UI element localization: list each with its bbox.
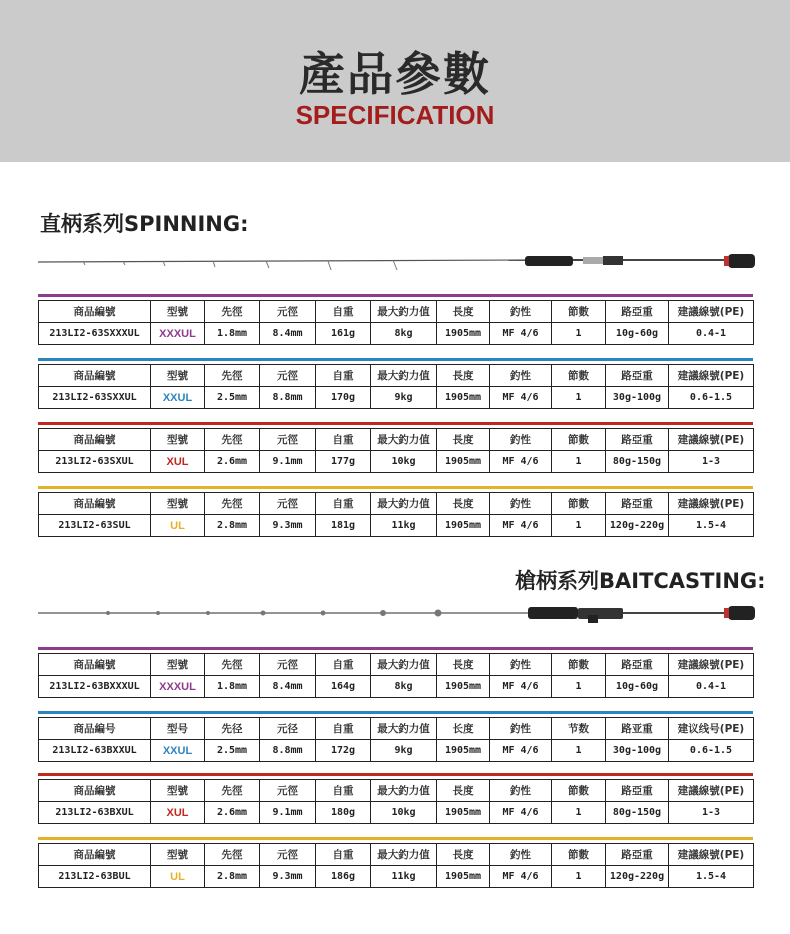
header-banner — [0, 0, 790, 162]
col-header: 最大釣力值 — [371, 718, 437, 740]
model-cell: XUL — [151, 802, 205, 824]
col-header: 建議線號(PE) — [669, 429, 754, 451]
col-header: 釣性 — [490, 780, 552, 802]
table-cell: 213LI2-63SXXXUL — [39, 323, 151, 345]
table-cell: 1.8mm — [205, 676, 260, 698]
col-header: 節數 — [552, 780, 606, 802]
col-header: 建議線號(PE) — [669, 301, 754, 323]
table-cell: 1 — [552, 676, 606, 698]
table-cell: 120g-220g — [606, 515, 669, 537]
table-cell: 181g — [316, 515, 371, 537]
col-header: 元徑 — [260, 301, 316, 323]
col-header: 先徑 — [205, 365, 260, 387]
col-header: 節數 — [552, 429, 606, 451]
col-header: 元徑 — [260, 654, 316, 676]
table-cell: 177g — [316, 451, 371, 473]
col-header: 最大釣力值 — [371, 301, 437, 323]
table-cell: 8.8mm — [260, 387, 316, 409]
table-cell: 9.1mm — [260, 451, 316, 473]
col-header: 自重 — [316, 365, 371, 387]
table-cell: 213LI2-63BUL — [39, 866, 151, 888]
col-header: 最大釣力值 — [371, 429, 437, 451]
col-header: 長度 — [437, 301, 490, 323]
table-cell: 213LI2-63SUL — [39, 515, 151, 537]
table-cell: 1.5-4 — [669, 515, 754, 537]
table-cell: 9.1mm — [260, 802, 316, 824]
col-header: 長度 — [437, 365, 490, 387]
col-header: 型號 — [151, 844, 205, 866]
table-cell: MF 4/6 — [490, 676, 552, 698]
col-header: 先徑 — [205, 301, 260, 323]
table-cell: 8.4mm — [260, 323, 316, 345]
model-cell: UL — [151, 866, 205, 888]
table-cell: 10g-60g — [606, 323, 669, 345]
table-cell: 30g-100g — [606, 387, 669, 409]
table-cell: 172g — [316, 740, 371, 762]
table-cell: 9kg — [371, 387, 437, 409]
table-cell: 9.3mm — [260, 866, 316, 888]
table-header-row — [39, 780, 754, 802]
table-cell: 0.4-1 — [669, 323, 754, 345]
color-bar-yellow — [38, 486, 753, 489]
table-cell: 1 — [552, 866, 606, 888]
col-header: 自重 — [316, 844, 371, 866]
table-row — [39, 676, 754, 698]
col-header: 先徑 — [205, 844, 260, 866]
table-cell: 1905mm — [437, 802, 490, 824]
col-header: 建議線號(PE) — [669, 493, 754, 515]
table-cell: 1.8mm — [205, 323, 260, 345]
col-header: 路亚重 — [606, 718, 669, 740]
table-cell: MF 4/6 — [490, 515, 552, 537]
col-header: 最大釣力值 — [371, 844, 437, 866]
col-header: 自重 — [316, 780, 371, 802]
col-header: 釣性 — [490, 429, 552, 451]
col-header: 元徑 — [260, 780, 316, 802]
spec-table-spinning-xxul — [38, 358, 753, 409]
col-header: 長度 — [437, 844, 490, 866]
table-cell: MF 4/6 — [490, 451, 552, 473]
table-row — [39, 866, 754, 888]
col-header: 商品編號 — [39, 780, 151, 802]
color-bar-red — [38, 773, 753, 776]
spec-table-spinning-ul — [38, 486, 753, 537]
table-header-row — [39, 654, 754, 676]
col-header: 型号 — [151, 718, 205, 740]
table-cell: 10g-60g — [606, 676, 669, 698]
table-row — [39, 451, 754, 473]
col-header: 自重 — [316, 718, 371, 740]
col-header: 釣性 — [490, 301, 552, 323]
table-cell: 2.5mm — [205, 740, 260, 762]
table-cell: 10kg — [371, 802, 437, 824]
col-header: 路亞重 — [606, 429, 669, 451]
col-header: 自重 — [316, 301, 371, 323]
col-header: 建議線號(PE) — [669, 654, 754, 676]
col-header: 節數 — [552, 844, 606, 866]
table-cell: 164g — [316, 676, 371, 698]
col-header: 路亞重 — [606, 844, 669, 866]
col-header: 先徑 — [205, 654, 260, 676]
col-header: 最大釣力值 — [371, 654, 437, 676]
col-header: 釣性 — [490, 365, 552, 387]
table-cell: 1-3 — [669, 802, 754, 824]
color-bar-purple — [38, 294, 753, 297]
col-header: 自重 — [316, 654, 371, 676]
baitcasting-rod-image — [38, 601, 756, 627]
table-cell: 8kg — [371, 676, 437, 698]
table-cell: 1905mm — [437, 387, 490, 409]
section-title-spinning: 直柄系列SPINNING: — [40, 212, 249, 236]
color-bar-blue — [38, 358, 753, 361]
col-header: 節數 — [552, 365, 606, 387]
col-header: 商品編號 — [39, 301, 151, 323]
table-row — [39, 323, 754, 345]
model-cell: UL — [151, 515, 205, 537]
col-header: 型號 — [151, 365, 205, 387]
table-cell: 80g-150g — [606, 802, 669, 824]
col-header: 路亞重 — [606, 301, 669, 323]
model-cell: XXUL — [151, 387, 205, 409]
col-header: 元徑 — [260, 365, 316, 387]
table-cell: 80g-150g — [606, 451, 669, 473]
col-header: 最大釣力值 — [371, 365, 437, 387]
table-cell: 2.8mm — [205, 866, 260, 888]
col-header: 建議線號(PE) — [669, 365, 754, 387]
table-cell: 8.4mm — [260, 676, 316, 698]
table-cell: 161g — [316, 323, 371, 345]
col-header: 路亞重 — [606, 493, 669, 515]
table-cell: 1905mm — [437, 866, 490, 888]
col-header: 节数 — [552, 718, 606, 740]
col-header: 自重 — [316, 429, 371, 451]
col-header: 釣性 — [490, 493, 552, 515]
table-cell: 8.8mm — [260, 740, 316, 762]
table-row — [39, 802, 754, 824]
col-header: 型號 — [151, 493, 205, 515]
table-cell: 10kg — [371, 451, 437, 473]
table-row — [39, 387, 754, 409]
table-cell: MF 4/6 — [490, 323, 552, 345]
table-cell: 1 — [552, 740, 606, 762]
table-cell: 11kg — [371, 866, 437, 888]
table-cell: 1 — [552, 387, 606, 409]
table-cell: 2.5mm — [205, 387, 260, 409]
color-bar-red — [38, 422, 753, 425]
spec-table-spinning-xul — [38, 422, 753, 473]
col-header: 節數 — [552, 301, 606, 323]
col-header: 節數 — [552, 493, 606, 515]
col-header: 长度 — [437, 718, 490, 740]
section-title-baitcasting: 槍柄系列BAITCASTING: — [515, 569, 766, 593]
col-header: 路亞重 — [606, 654, 669, 676]
table-header-row — [39, 493, 754, 515]
col-header: 路亞重 — [606, 365, 669, 387]
col-header: 先徑 — [205, 493, 260, 515]
table-cell: 1905mm — [437, 323, 490, 345]
table-cell: 1 — [552, 323, 606, 345]
color-bar-blue — [38, 711, 753, 714]
col-header: 節數 — [552, 654, 606, 676]
spec-table-baitcasting-xxul — [38, 711, 753, 762]
col-header: 建议线号(PE) — [669, 718, 754, 740]
table-cell: 1905mm — [437, 515, 490, 537]
table-header-row — [39, 844, 754, 866]
table-cell: 213LI2-63BXXUL — [39, 740, 151, 762]
table-cell: 1 — [552, 802, 606, 824]
col-header: 長度 — [437, 780, 490, 802]
col-header: 元徑 — [260, 493, 316, 515]
col-header: 商品編號 — [39, 844, 151, 866]
table-cell: MF 4/6 — [490, 740, 552, 762]
table-cell: 9.3mm — [260, 515, 316, 537]
table-cell: 0.6-1.5 — [669, 740, 754, 762]
table-cell: 1905mm — [437, 676, 490, 698]
spinning-rod-image — [38, 249, 756, 275]
spec-table-spinning-xxxul — [38, 294, 753, 345]
col-header: 型號 — [151, 780, 205, 802]
color-bar-yellow — [38, 837, 753, 840]
col-header: 商品編號 — [39, 493, 151, 515]
spec-table-baitcasting-xul — [38, 773, 753, 824]
col-header: 釣性 — [490, 654, 552, 676]
table-cell: 1.5-4 — [669, 866, 754, 888]
table-cell: 170g — [316, 387, 371, 409]
col-header: 商品編號 — [39, 365, 151, 387]
table-cell: 213LI2-63SXXUL — [39, 387, 151, 409]
table-cell: 213LI2-63BXUL — [39, 802, 151, 824]
col-header: 先径 — [205, 718, 260, 740]
table-cell: 120g-220g — [606, 866, 669, 888]
col-header: 元徑 — [260, 429, 316, 451]
table-cell: MF 4/6 — [490, 387, 552, 409]
col-header: 建議線號(PE) — [669, 844, 754, 866]
table-cell: 11kg — [371, 515, 437, 537]
table-header-row — [39, 301, 754, 323]
table-row — [39, 515, 754, 537]
table-cell: 2.6mm — [205, 451, 260, 473]
table-cell: MF 4/6 — [490, 866, 552, 888]
table-cell: 30g-100g — [606, 740, 669, 762]
col-header: 先徑 — [205, 429, 260, 451]
color-bar-purple — [38, 647, 753, 650]
table-cell: 213LI2-63SXUL — [39, 451, 151, 473]
col-header: 元徑 — [260, 844, 316, 866]
col-header: 長度 — [437, 654, 490, 676]
table-cell: 0.6-1.5 — [669, 387, 754, 409]
table-cell: 9kg — [371, 740, 437, 762]
model-cell: XXUL — [151, 740, 205, 762]
col-header: 建議線號(PE) — [669, 780, 754, 802]
col-header: 路亞重 — [606, 780, 669, 802]
col-header: 長度 — [437, 429, 490, 451]
table-cell: 2.8mm — [205, 515, 260, 537]
col-header: 型號 — [151, 429, 205, 451]
table-cell: 1 — [552, 451, 606, 473]
table-cell: 213LI2-63BXXXUL — [39, 676, 151, 698]
table-cell: 186g — [316, 866, 371, 888]
col-header: 釣性 — [490, 718, 552, 740]
col-header: 長度 — [437, 493, 490, 515]
col-header: 商品編号 — [39, 718, 151, 740]
table-cell: 1905mm — [437, 740, 490, 762]
col-header: 自重 — [316, 493, 371, 515]
table-row — [39, 740, 754, 762]
col-header: 先徑 — [205, 780, 260, 802]
col-header: 型號 — [151, 654, 205, 676]
table-header-row — [39, 429, 754, 451]
col-header: 最大釣力值 — [371, 780, 437, 802]
table-cell: 1-3 — [669, 451, 754, 473]
page-subtitle: SPECIFICATION — [295, 100, 495, 130]
table-cell: 8kg — [371, 323, 437, 345]
col-header: 元径 — [260, 718, 316, 740]
table-cell: 180g — [316, 802, 371, 824]
model-cell: XUL — [151, 451, 205, 473]
table-cell: 1 — [552, 515, 606, 537]
table-cell: 0.4-1 — [669, 676, 754, 698]
col-header: 型號 — [151, 301, 205, 323]
model-cell: XXXUL — [151, 323, 205, 345]
page-title: 產品參數 — [299, 47, 491, 101]
col-header: 商品編號 — [39, 429, 151, 451]
table-header-row — [39, 718, 754, 740]
spec-table-baitcasting-ul — [38, 837, 753, 888]
model-cell: XXXUL — [151, 676, 205, 698]
table-cell: 2.6mm — [205, 802, 260, 824]
table-cell: MF 4/6 — [490, 802, 552, 824]
table-cell: 1905mm — [437, 451, 490, 473]
col-header: 釣性 — [490, 844, 552, 866]
col-header: 最大釣力值 — [371, 493, 437, 515]
table-header-row — [39, 365, 754, 387]
spec-table-baitcasting-xxxul — [38, 647, 753, 698]
col-header: 商品編號 — [39, 654, 151, 676]
